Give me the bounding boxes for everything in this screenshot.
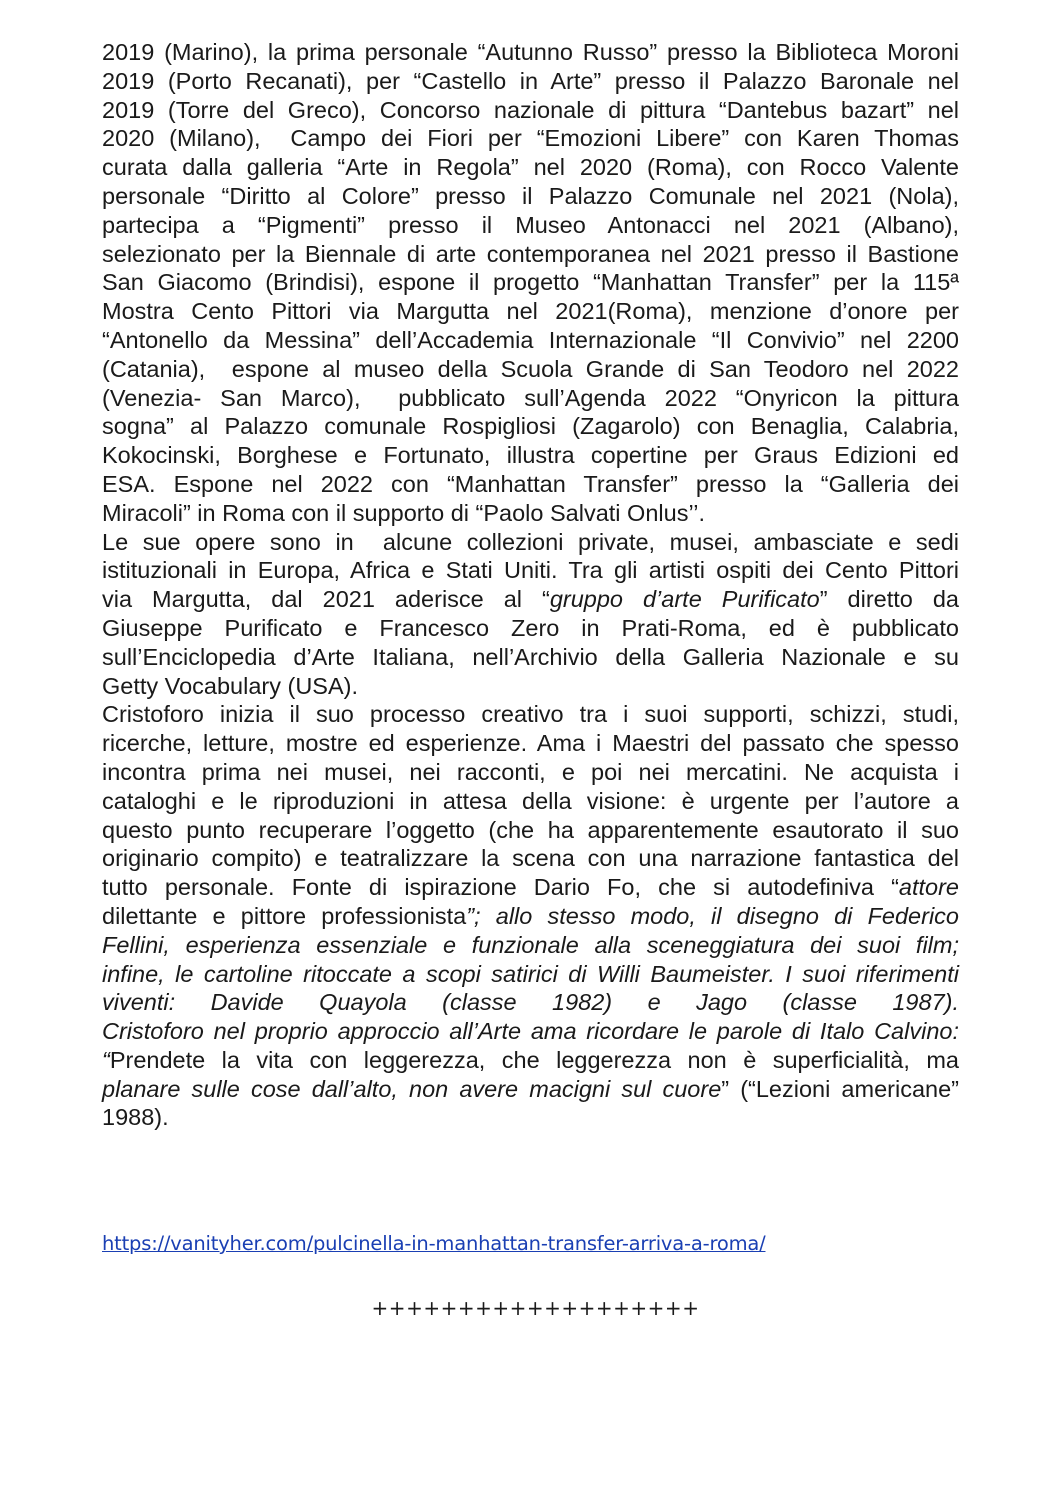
paragraph-line: Giuseppe Purificato e Francesco Zero in Prati-Roma, ed è pubblicato [102, 614, 959, 641]
paragraph-line: partecipa a “Pigmenti” presso il Museo Antonacci nel 2021 (Albano), [102, 211, 959, 238]
paragraph-line: ricerche, letture, mostre ed esperienze. Ama i Maestri del passato che spesso [102, 730, 959, 757]
paragraph-line: Fellini, esperienza essenziale e funzionale alla sceneggiatura dei suoi film; [102, 931, 959, 958]
paragraph-line: 2020 (Milano), Campo dei Fiori per “Emozioni Libere” con Karen Thomas [102, 125, 959, 152]
paragraph-line: Getty Vocabulary (USA). [102, 672, 358, 699]
paragraph-line: istituzionali in Europa, Africa e Stati Uniti. Tra gli artisti ospiti dei Cento Pittori [102, 557, 959, 584]
separator-line: +++++++++++++++++++ [371, 1296, 700, 1320]
paragraph-line: personale “Diritto al Colore” presso il Palazzo Comunale nel 2021 (Nola), [102, 182, 959, 209]
paragraph-line: sogna” al Palazzo comunale Rospigliosi (Zagarolo) con Benaglia, Calabria, [102, 413, 959, 440]
paragraph-line: 2019 (Porto Recanati), per “Castello in Arte” presso il Palazzo Baronale nel [102, 67, 959, 94]
paragraph-line: incontra prima nei musei, nei racconti, e poi nei mercatini. Ne acquista i [102, 758, 959, 785]
paragraph-line: 2019 (Marino), la prima personale “Autunno Russo” presso la Biblioteca Moroni [102, 39, 959, 65]
body-paragraph [102, 38, 959, 1132]
paragraph-line: via Margutta, dal 2021 aderisce al “gruppo d’arte Purificato” diretto da [102, 586, 959, 613]
paragraph-line: Cristoforo nel proprio approccio all’Arte ama ricordare le parole di Italo Calvino: [102, 1018, 959, 1045]
paragraph-line: Miracoli” in Roma con il supporto di “Paolo Salvati Onlus’’. [102, 499, 705, 526]
paragraph-line: 1988). [102, 1104, 169, 1131]
paragraph-line: (Catania), espone al museo della Scuola Grande di San Teodoro nel 2022 [102, 355, 959, 382]
paragraph-line: “Prendete la vita con leggerezza, che leggerezza non è superficialità, ma [102, 1046, 959, 1073]
paragraph-line: tutto personale. Fonte di ispirazione Dario Fo, che si autodefiniva “attore [102, 874, 959, 901]
paragraph-line: viventi: Davide Quayola (classe 1982) e Jago (classe 1987). [102, 989, 959, 1016]
paragraph-line: planare sulle cose dall’alto, non avere macigni sul cuore” (“Lezioni americane” [102, 1075, 959, 1102]
paragraph-line: 2019 (Torre del Greco), Concorso nazionale di pittura “Dantebus bazart” nel [102, 96, 959, 123]
paragraph-line: questo punto recuperare l’oggetto (che ha apparentemente esautorato il suo [102, 816, 959, 843]
paragraph-line: sull’Enciclopedia d’Arte Italiana, nell’Archivio della Galleria Nazionale e su [102, 643, 959, 670]
paragraph-line: San Giacomo (Brindisi), espone il progetto “Manhattan Transfer” per la 115ª [102, 269, 959, 296]
paragraph-line: originario compito) e teatralizzare la scena con una narrazione fantastica del [102, 845, 959, 872]
paragraph-line: Mostra Cento Pittori via Margutta nel 2021(Roma), menzione d’onore per [102, 298, 959, 325]
paragraph-line: “Antonello da Messina” dell’Accademia Internazionale “Il Convivio” nel 2200 [102, 326, 959, 353]
paragraph-line: selezionato per la Biennale di arte contemporanea nel 2021 presso il Bastione [102, 240, 959, 267]
paragraph-line: Le sue opere sono in alcune collezioni private, musei, ambasciate e sedi [102, 528, 959, 555]
paragraph-line: dilettante e pittore professionista”; allo stesso modo, il disegno di Federico [102, 902, 959, 929]
paragraph-line: Cristoforo inizia il suo processo creativo tra i suoi supporti, schizzi, studi, [102, 701, 959, 728]
paragraph-line: curata dalla galleria “Arte in Regola” nel 2020 (Roma), con Rocco Valente [102, 154, 959, 181]
paragraph-line: cataloghi e le riproduzioni in attesa della visione: è urgente per l’autore a [102, 787, 959, 814]
paragraph-line: (Venezia- San Marco), pubblicato sull’Agenda 2022 “Onyricon la pittura [102, 384, 959, 411]
vanityher-article-link[interactable]: https://vanityher.com/pulcinella-in-manhattan-transfer-arriva-a-roma/ [102, 1232, 766, 1255]
paragraph-line: Kokocinski, Borghese e Fortunato, illustra copertine per Graus Edizioni ed [102, 442, 959, 469]
paragraph-line: infine, le cartoline ritoccate a scopi satirici di Willi Baumeister. I suoi riferimenti [102, 960, 959, 987]
paragraph-line: ESA. Espone nel 2022 con “Manhattan Transfer” presso la “Galleria dei [102, 470, 959, 497]
